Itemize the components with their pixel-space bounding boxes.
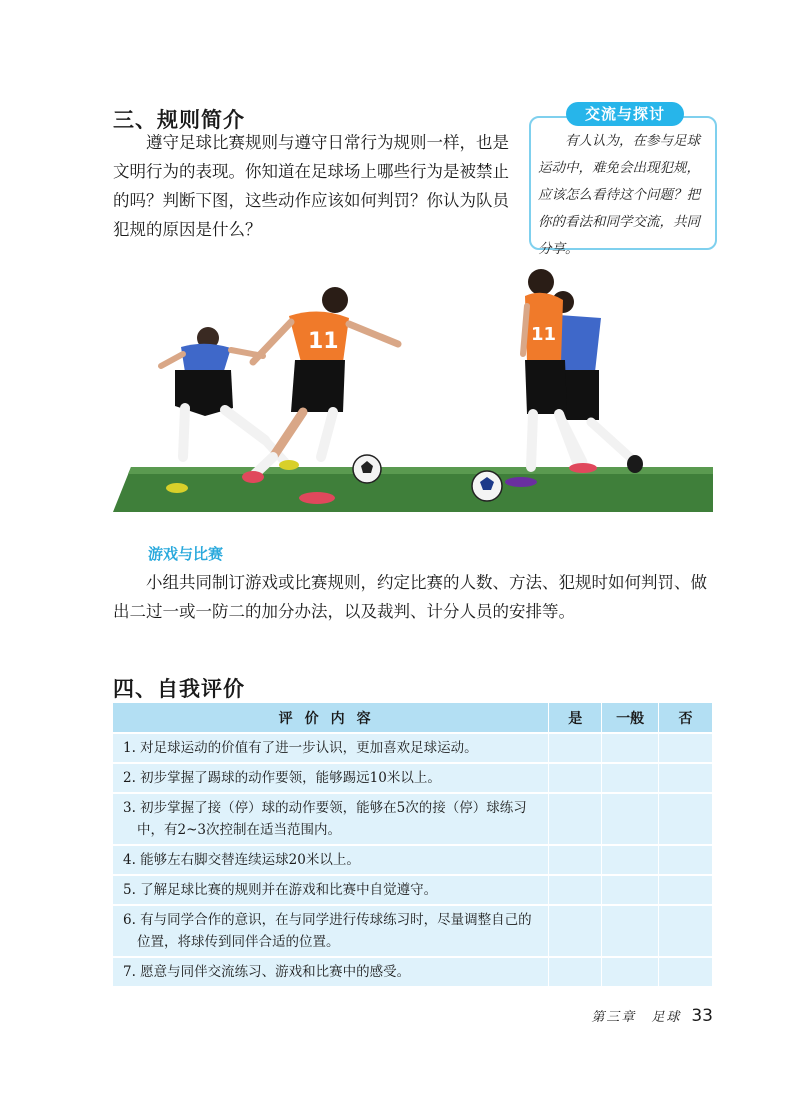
check-cell-yes[interactable] <box>549 905 602 957</box>
table-row <box>113 733 713 763</box>
section-self-eval-heading: 四、自我评价 <box>113 677 245 701</box>
check-cell-yes[interactable] <box>549 793 602 845</box>
table-row <box>113 793 713 845</box>
check-cell-yes[interactable] <box>549 957 602 987</box>
chapter-label: 第三章 足球 <box>591 1010 682 1025</box>
check-cell-no[interactable] <box>659 793 713 845</box>
check-cell-yes[interactable] <box>549 845 602 875</box>
check-cell-yes[interactable] <box>549 875 602 905</box>
rules-intro <box>113 128 510 244</box>
discussion-text: 有人认为，在参与足球运动中，难免会出现犯规，应该怎么看待这个问题？把你的看法和同学交流，共同分享。 <box>538 133 700 257</box>
check-cell-average[interactable] <box>602 957 659 987</box>
soccer-ball-2 <box>472 471 502 501</box>
check-cell-average[interactable] <box>602 905 659 957</box>
check-cell-no[interactable] <box>659 875 713 905</box>
header-no: 否 <box>659 703 713 733</box>
check-cell-no[interactable] <box>659 733 713 763</box>
check-cell-average[interactable] <box>602 845 659 875</box>
eval-item: 7. 愿意与同伴交流练习、游戏和比赛中的感受。 <box>113 957 549 987</box>
table-row <box>113 763 713 793</box>
eval-item: 6. 有与同学合作的意识，在与同学进行传球练习时，尽量调整自己的位置，将球传到同伴合适的位置。 <box>113 905 549 957</box>
eval-item: 4. 能够左右脚交替连续运球20米以上。 <box>113 845 549 875</box>
check-cell-no[interactable] <box>659 763 713 793</box>
header-average: 一般 <box>602 703 659 733</box>
eval-item: 2. 初步掌握了踢球的动作要领，能够踢远10米以上。 <box>113 763 549 793</box>
page-number: 33 <box>691 1006 713 1026</box>
table-header-row <box>113 703 713 733</box>
header-yes: 是 <box>549 703 602 733</box>
check-cell-average[interactable] <box>602 875 659 905</box>
table-row <box>113 905 713 957</box>
table-row <box>113 875 713 905</box>
game-section-title: 游戏与比赛 <box>148 545 224 563</box>
eval-item: 3. 初步掌握了接（停）球的动作要领，能够在5次的接（停）球练习中，有2~3次控制在适当范围内。 <box>113 793 549 845</box>
soccer-foul-photo <box>113 262 713 512</box>
self-evaluation-table <box>113 703 713 988</box>
table-row <box>113 845 713 875</box>
jersey-number: 11 <box>531 324 557 345</box>
section-rules-heading: 三、规则简介 <box>113 108 245 132</box>
rules-intro-text: 遵守足球比赛规则与遵守日常行为规则一样，也是文明行为的表现。你知道在足球场上哪些行为是被禁止的吗？判断下图，这些动作应该如何判罚？你认为队员犯规的原因是什么？ <box>113 133 509 239</box>
soccer-ball-1 <box>353 455 381 483</box>
discussion-tag: 交流与探讨 <box>566 102 684 126</box>
check-cell-yes[interactable] <box>549 763 602 793</box>
header-content: 评价内容 <box>113 703 549 733</box>
check-cell-average[interactable] <box>602 733 659 763</box>
check-cell-no[interactable] <box>659 905 713 957</box>
page-footer <box>591 1006 713 1026</box>
eval-item: 1. 对足球运动的价值有了进一步认识，更加喜欢足球运动。 <box>113 733 549 763</box>
table-row <box>113 957 713 987</box>
jersey-number: 11 <box>308 329 339 354</box>
check-cell-average[interactable] <box>602 793 659 845</box>
check-cell-yes[interactable] <box>549 733 602 763</box>
check-cell-no[interactable] <box>659 957 713 987</box>
check-cell-average[interactable] <box>602 763 659 793</box>
eval-item: 5. 了解足球比赛的规则并在游戏和比赛中自觉遵守。 <box>113 875 549 905</box>
game-section-text: 小组共同制订游戏或比赛规则，约定比赛的人数、方法、犯规时如何判罚、做出二过一或一防二的加分办法，以及裁判、计分人员的安排等。 <box>113 573 707 621</box>
check-cell-no[interactable] <box>659 845 713 875</box>
